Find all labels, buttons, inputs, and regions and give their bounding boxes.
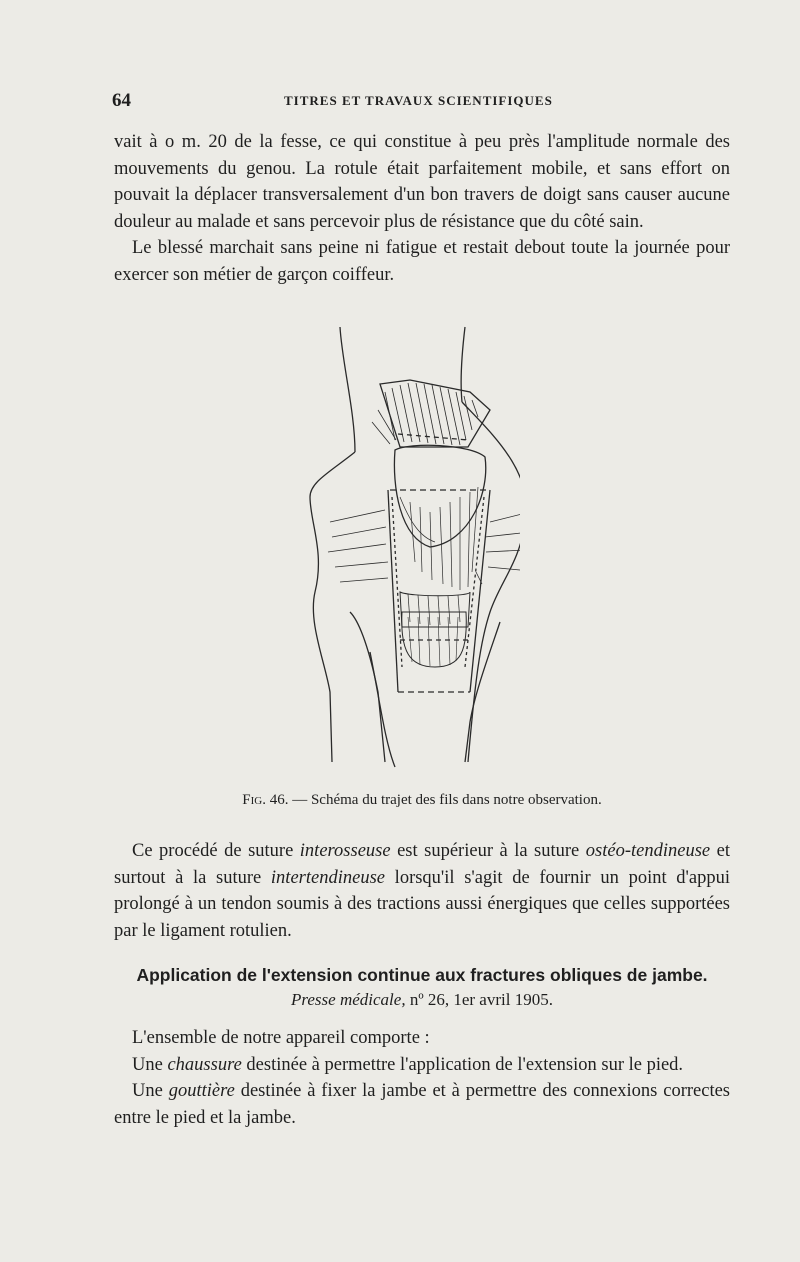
emphasis-intertendineuse: intertendineuse — [270, 867, 385, 888]
list-item-chaussure — [114, 1052, 730, 1079]
text-run: est supérieur à la suture — [390, 841, 586, 861]
text-run: et surtout à la suture — [114, 841, 730, 888]
suture-paragraph — [114, 838, 730, 944]
emphasis-osteo-tendineuse: ostéo-tendineuse — [585, 841, 711, 861]
text-run: destinée à fixer la jambe et à permettre des connexions correctes entre le pied et la jambe. — [114, 1081, 730, 1128]
knee-suture-figure — [300, 322, 520, 777]
running-title: TITRES ET TRAVAUX SCIENTIFIQUES — [284, 93, 553, 108]
text-run: lorsqu'il s'agit de fournir un point d'appui prolongé à un tendon soumis à des tractions aussi énergiques que celles supportées par le ligament rotulien. — [114, 867, 730, 941]
paragraph-continuation: vait à o m. 20 de la fesse, ce qui constitue à peu près l'amplitude normale des mouvements du genou. La rotule était parfaitement mobile, et sans effort on pouvait la déplacer transversalement d'un bon travers de doigt sans causer aucune douleur au malade et sans percevoir plus de résistance que du côté sain. — [114, 132, 730, 232]
text-run: Ce procédé de suture — [132, 841, 300, 861]
emphasis-interosseuse: interosseuse — [299, 841, 391, 861]
figure-caption-text: — Schéma du trajet des fils dans notre observation. — [288, 792, 602, 808]
page-header — [112, 90, 722, 114]
suture-paragraph-text — [114, 838, 730, 944]
list-item-gouttiere — [114, 1078, 730, 1131]
opening-paragraphs — [114, 129, 730, 288]
section-heading: Application de l'extension continue aux fractures obliques de jambe. — [136, 965, 708, 985]
section-citation — [114, 990, 730, 1010]
knee-schematic-drawing — [300, 322, 520, 777]
apparatus-paragraphs — [114, 1025, 730, 1131]
text-run: destinée à permettre l'application de l'extension sur le pied. — [241, 1054, 684, 1075]
text-run: Une — [132, 1081, 169, 1101]
figure-label: Fig. 46. — [242, 792, 289, 808]
emphasis-chaussure: chaussure — [167, 1054, 242, 1075]
emphasis-gouttiere: gouttière — [168, 1081, 235, 1101]
journal-issue: nº 26, 1er avril 1905. — [405, 990, 553, 1009]
figure-caption — [114, 792, 730, 809]
paragraph-walking: Le blessé marchait sans peine ni fatigue et restait debout toute la journée pour exercer son métier de garçon coiffeur. — [114, 238, 730, 285]
journal-name: Presse médicale, — [291, 990, 406, 1009]
page-number: 64 — [112, 90, 131, 111]
list-intro: L'ensemble de notre appareil comporte : — [132, 1028, 430, 1048]
text-run: Une — [132, 1054, 168, 1075]
